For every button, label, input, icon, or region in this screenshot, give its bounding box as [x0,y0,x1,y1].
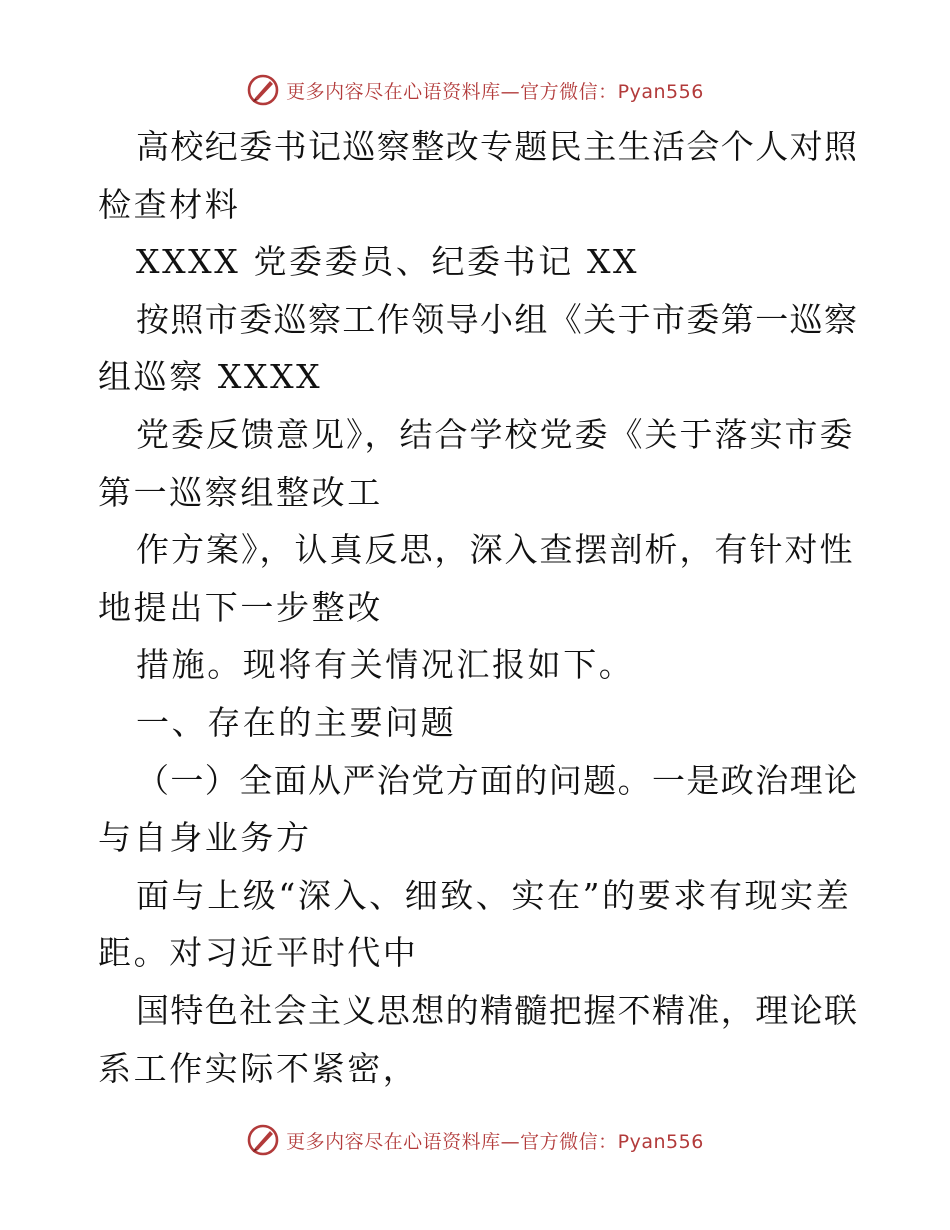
header-banner-text: 更多内容尽在心语资料库—官方微信：Pyan556 [286,80,704,103]
paragraph-line: 距。对习近平时代中 [98,933,419,973]
paragraph-line: 系工作实际不紧密， [98,1048,419,1088]
paragraph-line: 作方案》，认真反思，深入查摆剖析，有针对性 [136,530,855,570]
quill-circle-logo-icon [246,73,280,107]
quill-circle-logo-icon [246,1123,280,1157]
footer-banner [0,1118,950,1162]
section-heading: 一、存在的主要问题 [136,702,457,742]
paragraph-line: 第一巡察组整改工 [98,472,383,512]
footer-banner-text: 更多内容尽在心语资料库—官方微信：Pyan556 [286,1130,704,1153]
paragraph-line: 组巡察 XXXX [98,357,323,397]
author-line: XXXX 党委委员、纪委书记 XX [136,242,640,282]
header-banner [0,68,950,112]
title-line-1: 高校纪委书记巡察整改专题民主生活会个人对照 [136,127,858,166]
paragraph-line: 按照市委巡察工作领导小组《关于市委第一巡察 [136,299,858,339]
paragraph-line: 措施。现将有关情况汇报如下。 [136,645,635,685]
paragraph-line: 面与上级“深入、细致、实在”的要求有现实差 [136,875,852,915]
title-line-2: 检查材料 [98,184,241,224]
paragraph-line: （一）全面从严治党方面的问题。一是政治理论 [136,760,858,800]
document-body [98,118,858,1097]
paragraph-line: 与自身业务方 [98,818,312,858]
paragraph-line: 地提出下一步整改 [98,587,383,627]
paragraph-line: 国特色社会主义思想的精髓把握不精准，理论联 [136,990,858,1030]
paragraph-line: 党委反馈意见》，结合学校党委《关于落实市委 [136,414,855,454]
